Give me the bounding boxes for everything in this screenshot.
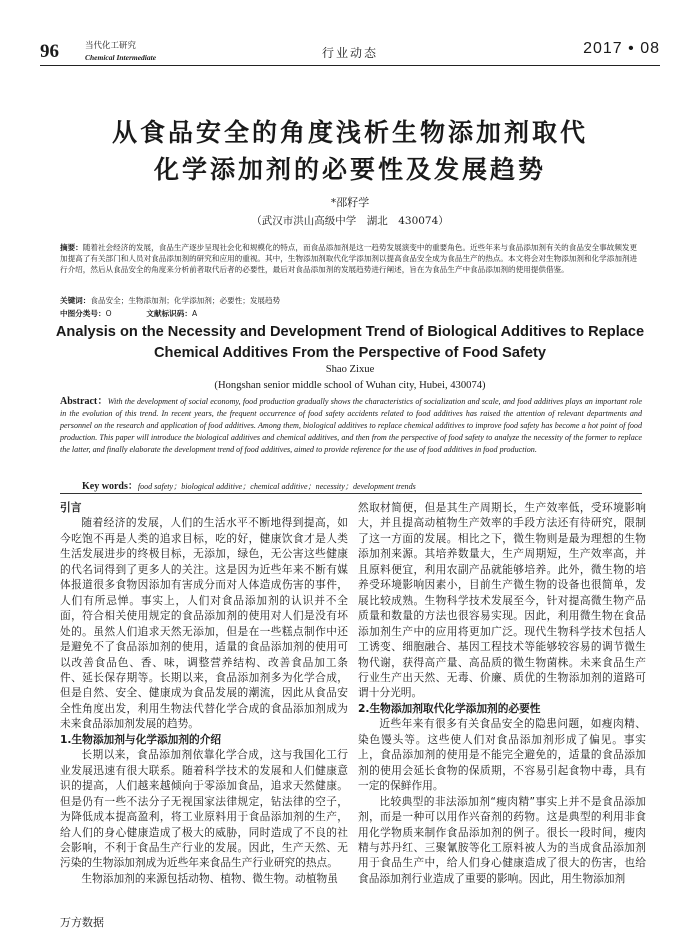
section-name: 行业动态 xyxy=(321,46,378,60)
section2-heading: 2.生物添加剂取代化学添加剂的必要性 xyxy=(358,701,541,715)
clc-value: O xyxy=(105,309,112,318)
intro-paragraph: 随着经济的发展，人们的生活水平不断地得到提高，如今吃饱不再是人类的追求目标，吃的好，健康饮食才是人类生活发展进步的终极目标，无添加，绿色，无公害这些健康的代名词得到了更多人的关注。这是因为近些年来不断有媒体报道很多食物因添加有害成分而对人体造成伤害的事件，人们有所忌惮。事实上，人们对食品添加剂的认识并不全面，符合相关使用规定的食品添加剂的使用对人们是没有坏处的。虽然人们追求天然无添加，但是在一些糕点制作中还是避免不了食品添加剂的使用，适量的食品添加剂的使用可以改善食品色、香、味，调整营养结构、改善食品加工条件、延长保存期等。长期以来，食品添加剂多为化学合成，但是自然、安全、健康成为食品发展的潮流，因此从食品安全性角度出发，利用生物法代替化学合成的食品添加剂成为未来食品添加剂发展的趋势。 xyxy=(60,516,348,731)
journal-name xyxy=(85,41,156,63)
body-right-column xyxy=(358,500,646,886)
body-left-column xyxy=(60,500,348,886)
footer-watermark: 万方数据 xyxy=(60,916,104,929)
keywords-cn-label: 关键词： xyxy=(60,296,91,305)
section1-heading: 1.生物添加剂与化学添加剂的介绍 xyxy=(60,732,222,746)
page-number: 96 xyxy=(40,41,59,62)
classification-line xyxy=(60,308,642,319)
author-en: Shao Zixue xyxy=(325,364,375,375)
journal-name-en: Chemical Intermediate xyxy=(85,53,157,62)
affiliation-cn: （武汉市洪山高级中学 湖北 430074） xyxy=(251,215,449,227)
title-cn-line1: 从食品安全的角度浅析生物添加剂取代 xyxy=(111,118,588,147)
abstract-en xyxy=(60,396,642,456)
clc-label: 中图分类号： xyxy=(60,309,106,318)
title-en-line2: Chemical Additives From the Perspective of Food Safety xyxy=(154,345,546,361)
keywords-cn-text: 食品安全；生物添加剂；化学添加剂；必要性；发展趋势 xyxy=(90,296,281,305)
section2-paragraph-2: 比较典型的非法添加剂“瘦肉精”事实上并不是食品添加剂，而是一种可以用作兴奋剂的药物。这是典型的利用非食用化学物质来制作食品添加剂的例子。很长一段时间，瘦肉精与苏丹红、三聚氰胺等化工原料被人为的当成食品添加剂用于食品生产中，给人们身心健康造成了很大的伤害，也给食品添加剂行业造成了重要的影响。因此，用生物添加剂 xyxy=(358,794,646,885)
abstract-divider xyxy=(60,493,642,494)
section2-paragraph-1: 近些年来有很多有关食品安全的隐患问题，如瘦肉精、染色馒头等。这些使人们对食品添加剂形成了偏见。事实上，食品添加剂的使用是不能完全避免的，适量的食品添加剂的使用会延长食物的保质期，不容易引起食物中毒，具有一定的保鲜作用。 xyxy=(358,717,646,793)
section1-continuation: 然取材简便，但是其生产周期长，生产效率低，受环境影响大，并且提高动植物生产效率的手段方法还有待研究，限制了这一方面的发展。相比之下，微生物则是最为理想的生物添加剂来源。其培养数量大，生产周期短，生产效率高，并且原料便宜，利用农副产品就能够培养。此外，微生物的培养受环境影响因素小，目前生产微生物的设备也很简单，发展比较成熟。生物科学技术发展至今，针对提高微生物产品质量和数量的方法也很容易实现。因此，利用微生物在食品添加剂生产中的应用将更加广泛。现代生物科学技术包括人工诱变、细胞融合、基因工程技术等能够较容易的调节微生物代谢，获得高产量、高品质的微生物菌株。未来食品生产行业生产出天然、无毒、价廉、质优的生物添加剂的道路可谓十分光明。 xyxy=(358,501,646,700)
title-en-line1: Analysis on the Necessity and Development Trend of Biological Additives to Replace xyxy=(55,324,645,340)
journal-name-cn: 当代化工研究 xyxy=(85,41,137,51)
keywords-en-label: Key words： xyxy=(82,481,138,492)
abstract-cn-label: 摘要： xyxy=(60,243,83,252)
keywords-cn xyxy=(60,295,642,306)
abstract-cn xyxy=(60,242,642,276)
keywords-en xyxy=(82,477,642,492)
intro-heading: 引言 xyxy=(60,501,82,514)
author-cn: *邵籽学 xyxy=(330,196,370,209)
abstract-en-text: With the development of social economy, food production gradually shows the characteristics of socialization and scale, and food additives plays an important role in the evolution of this trend. In recent years, the frequent occurrence of food safety accidents related to food additives has raised the attention of relevant departments and personnel on the research and application of food additives. Among them, biological additives to replace chemical additives to improve food safety has become a hot point of food production. This paper will introduce the biological additives and chemical additives, and then from the perspective of food safety to analyze the necessity of the former to replace the latter, and finally elaborate the development trend of food additives, aimed to provide reference for the use of food additives in food production. xyxy=(60,397,642,455)
affiliation-en: (Hongshan senior middle school of Wuhan city, Hubei, 430074) xyxy=(214,380,486,391)
doc-code-value: A xyxy=(191,309,198,318)
abstract-en-label: Abstract： xyxy=(60,396,108,407)
keywords-en-text: food safety；biological additive；chemical additive；necessity；development trends xyxy=(137,482,416,491)
abstract-cn-text: 随着社会经济的发展，食品生产逐步呈现社会化和规模化的特点，而食品添加剂是这一趋势发展演变中的重要角色。近些年来与食品添加剂有关的食品安全事故频发更加提高了有关部门和人员对食品添加剂的研究和应用的重视。其中，生物添加剂取代化学添加剂以提高食品安全成为食品生产的热点。本文将会对生物添加剂和化学添加剂进行介绍，然后从食品安全的角度来分析前者取代后者的必要性，最后对食品添加剂的发展趋势进行阐述，旨在为食品生产中食品添加剂的使用提供借鉴。 xyxy=(60,243,638,275)
header-divider xyxy=(40,65,660,66)
section1-paragraph-2: 生物添加剂的来源包括动物、植物、微生物。动植物虽 xyxy=(81,871,338,885)
issue-label: 2017 • 08 xyxy=(583,40,660,57)
title-cn-line2: 化学添加剂的必要性及发展趋势 xyxy=(153,155,546,184)
section1-paragraph-1: 长期以来，食品添加剂依靠化学合成，这与我国化工行业发展迅速有很大联系。随着科学技术的发展和人们健康意识的提高，人们越来越倾向于零添加食品，追求天然健康。但是仍有一些不法分子无视国家法律规定，钻法律的空子，为降低成本提高盈利，将工业原料用于食品添加剂的生产，给人们的身心健康造成了极大的威胁，同时造成了不良的社会影响，不利于食品生产行业的发展。因此，生产天然、无污染的生物添加剂成为近些年来食品生产行业研究的热点。 xyxy=(60,748,348,870)
doc-code-label: 文献标识码： xyxy=(146,309,192,318)
